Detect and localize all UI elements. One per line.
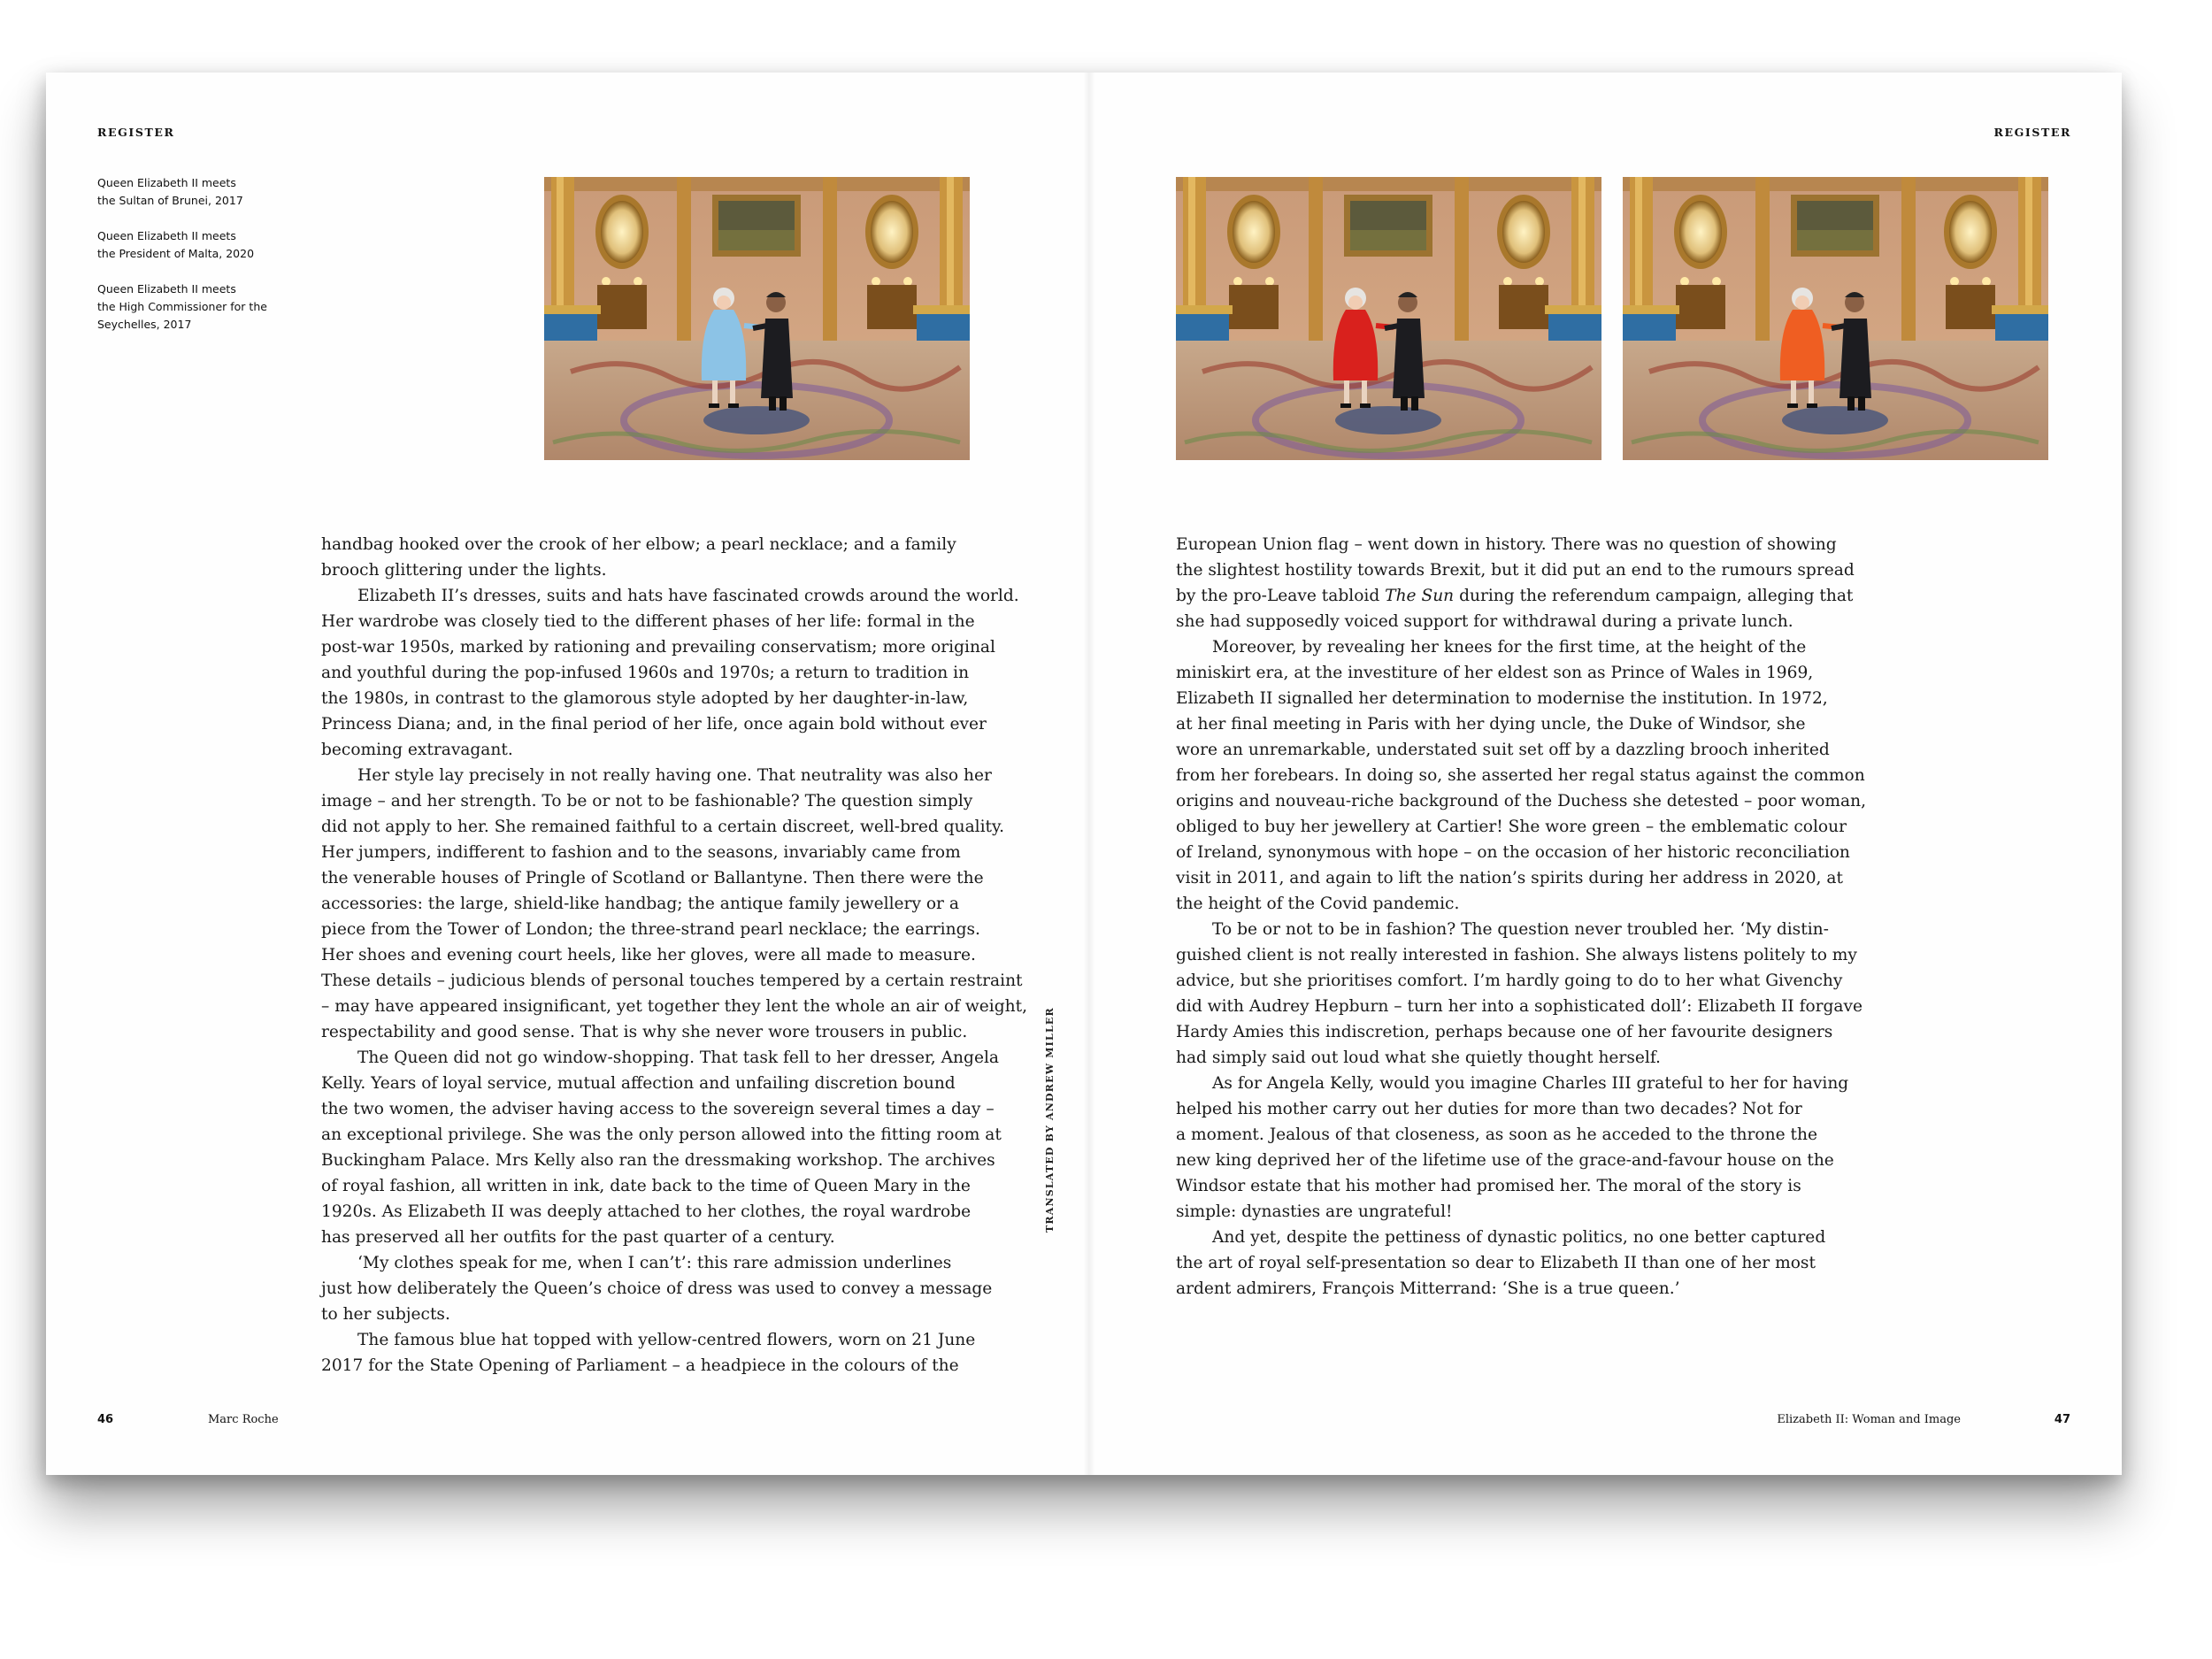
text-line: of royal fashion, all written in ink, date back to the time of Queen Mary in the xyxy=(321,1177,971,1195)
translator-credit: TRANSLATED BY ANDREW MILLER xyxy=(1044,1007,1056,1233)
text-line: the art of royal self-presentation so dear to Elizabeth II than one of her most xyxy=(1176,1254,1816,1272)
text-line: piece from the Tower of London; the three-strand pearl necklace; the earrings. xyxy=(321,920,980,939)
photo-high-commissioner-seychelles xyxy=(1623,177,2048,460)
text-line: Moreover, by revealing her knees for the first time, at the height of the xyxy=(1212,638,1807,657)
text-line: guished client is not really interested in fashion. She always listens politely to my xyxy=(1176,946,1857,964)
photo-captions xyxy=(97,174,301,351)
caption xyxy=(97,174,301,210)
text-line: Her jumpers, indifferent to fashion and to the seasons, invariably came from xyxy=(321,843,961,862)
magazine-spread xyxy=(46,73,2122,1475)
text-line: just how deliberately the Queen’s choice of dress was used to convey a message xyxy=(321,1279,993,1298)
caption xyxy=(97,280,301,334)
text-line: obliged to buy her jewellery at Cartier! She wore green – the emblematic colour xyxy=(1176,818,1847,836)
text-line: Buckingham Palace. Mrs Kelly also ran the dressmaking workshop. The archives xyxy=(321,1151,995,1170)
text-line: And yet, despite the pettiness of dynastic politics, no one better captured xyxy=(1212,1228,1826,1247)
caption-line: the Sultan of Brunei, 2017 xyxy=(97,194,243,207)
right-page xyxy=(1044,73,2122,1475)
text-line: The Queen did not go window-shopping. That task fell to her dresser, Angela xyxy=(357,1048,999,1067)
text-line: to her subjects. xyxy=(321,1305,450,1324)
text-line: becoming extravagant. xyxy=(321,741,513,759)
text-line: miniskirt era, at the investiture of her eldest son as Prince of Wales in 1969, xyxy=(1176,664,1814,682)
text-line: 1920s. As Elizabeth II was deeply attached to her clothes, the royal wardrobe xyxy=(321,1202,972,1221)
text-line: an exceptional privilege. She was the only person allowed into the fitting room at xyxy=(321,1125,1002,1144)
body-text-right xyxy=(1176,532,1867,1302)
caption xyxy=(97,227,301,263)
page-number: 46 xyxy=(97,1413,114,1426)
newspaper-title: The Sun xyxy=(1385,587,1455,605)
caption-line: Queen Elizabeth II meets xyxy=(97,176,236,189)
text-line: has preserved all her outfits for the past quarter of a century. xyxy=(321,1228,835,1247)
text-line: she had supposedly voiced support for withdrawal during a private lunch. xyxy=(1176,612,1793,631)
text-line: – may have appeared insignificant, yet together they lent the whole an air of weight, xyxy=(321,997,1028,1016)
text-line: Windsor estate that his mother had promised her. The moral of the story is xyxy=(1176,1177,1801,1195)
photo-sultan-of-brunei xyxy=(544,177,970,460)
text-line: Kelly. Years of loyal service, mutual affection and unfailing discretion bound xyxy=(321,1074,956,1093)
text-line: new king deprived her of the lifetime use of the grace-and-favour house on the xyxy=(1176,1151,1834,1170)
text-line: visit in 2011, and again to lift the nation’s spirits during her address in 2020, at xyxy=(1176,869,1843,887)
text-line: These details – judicious blends of personal touches tempered by a certain restraint xyxy=(321,972,1023,990)
text-line: Her shoes and evening court heels, like her gloves, were all made to measure. xyxy=(321,946,976,964)
text-line: did with Audrey Hepburn – turn her into a sophisticated doll’: Elizabeth II forgave xyxy=(1176,997,1863,1016)
author-name: Marc Roche xyxy=(208,1413,279,1426)
text-line: ardent admirers, François Mitterrand: ‘She is a true queen.’ xyxy=(1176,1279,1680,1298)
text-line: ‘My clothes speak for me, when I can’t’: this rare admission underlines xyxy=(357,1254,952,1272)
text-line: simple: dynasties are ungrateful! xyxy=(1176,1202,1453,1221)
text-line: image – and her strength. To be or not to be fashionable? The question simply xyxy=(321,792,973,810)
text-line: origins and nouveau-riche background of the Duchess she detested – poor woman, xyxy=(1176,792,1867,810)
text-line: helped his mother carry out her duties for more than two decades? Not for xyxy=(1176,1100,1802,1118)
text-line: at her final meeting in Paris with her dying uncle, the Duke of Windsor, she xyxy=(1176,715,1806,733)
text-line: advice, but she prioritises comfort. I’m hardly going to do to her what Givenchy xyxy=(1176,972,1843,990)
text-line: respectability and good sense. That is why she never wore trousers in public. xyxy=(321,1023,968,1041)
text-line: from her forebears. In doing so, she asserted her regal status against the common xyxy=(1176,766,1865,785)
text-line: Her style lay precisely in not really having one. That neutrality was also her xyxy=(357,766,992,785)
text-line: wore an unremarkable, understated suit set off by a dazzling brooch inherited xyxy=(1176,741,1830,759)
text-line: To be or not to be in fashion? The question never troubled her. ‘My distin- xyxy=(1212,920,1829,939)
text-line: the venerable houses of Pringle of Scotland or Ballantyne. Then there were the xyxy=(321,869,984,887)
text-line: by the pro-Leave tabloid The Sun during the referendum campaign, alleging that xyxy=(1176,587,1854,605)
text-line: of Ireland, synonymous with hope – on the occasion of her historic reconciliation xyxy=(1176,843,1850,862)
text-line: did not apply to her. She remained faithful to a certain discreet, well-bred quality. xyxy=(321,818,1004,836)
text-line: a moment. Jealous of that closeness, as soon as he acceded to the throne the xyxy=(1176,1125,1817,1144)
text-line: European Union flag – went down in history. There was no question of showing xyxy=(1176,535,1837,554)
section-header: REGISTER xyxy=(97,126,175,139)
text-line: As for Angela Kelly, would you imagine Charles III grateful to her for having xyxy=(1212,1074,1849,1093)
text-line: handbag hooked over the crook of her elbow; a pearl necklace; and a family xyxy=(321,535,956,554)
page-number: 47 xyxy=(2054,1413,2070,1426)
text-line: the slightest hostility towards Brexit, but it did put an end to the rumours spread xyxy=(1176,561,1855,580)
text-line: accessories: the large, shield-like handbag; the antique family jewellery or a xyxy=(321,895,959,913)
caption-line: the High Commissioner for the xyxy=(97,300,267,313)
text-line: Elizabeth II’s dresses, suits and hats have fascinated crowds around the world. xyxy=(357,587,1019,605)
text-line: Princess Diana; and, in the final period of her life, once again bold without ever xyxy=(321,715,987,733)
text-line: post-war 1950s, marked by rationing and prevailing conservatism; more original xyxy=(321,638,995,657)
text-line: Elizabeth II signalled her determination to modernise the institution. In 1972, xyxy=(1176,689,1828,708)
text-line: Hardy Amies this indiscretion, perhaps because one of her favourite designers xyxy=(1176,1023,1833,1041)
text-line: had simply said out loud what she quietly thought herself. xyxy=(1176,1048,1661,1067)
text-line: The famous blue hat topped with yellow-centred flowers, worn on 21 June xyxy=(357,1331,976,1349)
body-text-left xyxy=(321,532,1028,1379)
text-line: the height of the Covid pandemic. xyxy=(1176,895,1460,913)
text-line: brooch glittering under the lights. xyxy=(321,561,607,580)
caption-line: Seychelles, 2017 xyxy=(97,318,192,331)
photo-president-of-malta xyxy=(1176,177,1601,460)
text-line: Her wardrobe was closely tied to the different phases of her life: formal in the xyxy=(321,612,975,631)
caption-line: Queen Elizabeth II meets xyxy=(97,282,236,296)
text-line: the 1980s, in contrast to the glamorous style adopted by her daughter-in-law, xyxy=(321,689,969,708)
left-page xyxy=(46,73,1084,1475)
running-title: Elizabeth II: Woman and Image xyxy=(1777,1413,1961,1426)
text-line: and youthful during the pop-infused 1960s and 1970s; a return to tradition in xyxy=(321,664,970,682)
text-line: 2017 for the State Opening of Parliament – a headpiece in the colours of the xyxy=(321,1356,959,1375)
text-line: the two women, the adviser having access to the sovereign several times a day – xyxy=(321,1100,995,1118)
section-header: REGISTER xyxy=(1993,126,2071,139)
caption-line: the President of Malta, 2020 xyxy=(97,247,255,260)
caption-line: Queen Elizabeth II meets xyxy=(97,229,236,242)
